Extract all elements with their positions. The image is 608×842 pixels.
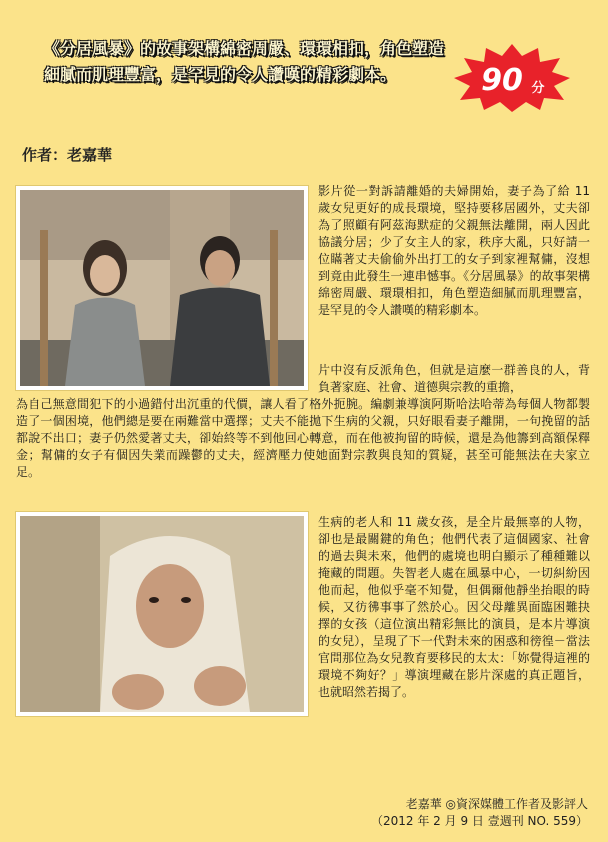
footer-credit-line1: 老嘉華 ◎資深媒體工作者及影評人	[405, 797, 588, 811]
footer-credit-line2: （2012 年 2 月 9 日 壹週刊 NO. 559）	[371, 814, 588, 828]
score-badge	[452, 42, 572, 112]
film-still-couple	[16, 186, 308, 390]
score-burst-icon	[452, 42, 572, 112]
paragraph-2: 為自己無意間犯下的小過錯付出沉重的代價，讓人看了格外扼腕。編劇兼導演阿斯哈法哈蒂為每個人物都製造了一個困境，他們總是要在兩難當中選擇；丈夫不能拋下生病的父親，只好眼看妻子離開，一句挽留的話都說不出口；妻子仍然愛著丈夫，卻始終等不到他回心轉意，而在他被拘留的時候，還是為他籌到高額保釋金；幫傭的女子有個因失業而躁鬱的丈夫，經濟壓力使她面對宗教與良知的質疑，甚至可能無法在夫家立足。	[16, 397, 590, 479]
headline-quote: 《分居風暴》的故事架構綿密周嚴、環環相扣，角色塑造細膩而肌理豐富，是罕見的令人讚嘆的精彩劇本。	[44, 39, 445, 84]
score-unit: 分	[531, 81, 545, 96]
paragraph-1: 影片從一對訴請離婚的夫婦開始，妻子為了給 11 歲女兒更好的成長環境，堅持要移居國外，丈夫卻為了照顧有阿茲海默症的父親無法離開，兩人因此協議分居；少了女主人的家，秩序大亂，只好請一位瞞著丈夫偷偷外出打工的女子到家裡幫傭，沒想到竟由此發生一連串憾事。《分居風暴》的故事架構綿密周嚴、環環相扣，角色塑造細膩而肌理豐富，是罕見的令人讚嘆的精彩劇本。	[318, 184, 590, 317]
paragraph-2-lead: 片中沒有反派角色，但就是這麼一群善良的人，背負著家庭、社會、道德與宗教的重擔，	[318, 363, 590, 394]
footer-credit	[371, 796, 588, 830]
paragraph-3: 生病的老人和 11 歲女孩，是全片最無辜的人物，卻也是最關鍵的角色；他們代表了這個國家、社會的過去與未來，他們的處境也明白顯示了種種難以掩藏的問題。失智老人處在風暴中心，一切糾紛因他而起，他似乎毫不知覺，但偶爾他靜坐抬眼的時候，又彷彿事事了然於心。因父母離異面臨困難抉擇的女孩（這位演出精彩無比的演員，是本片導演的女兒），呈現了下一代對未來的困惑和徬徨－當法官問那位為女兒教育要移民的太太：「妳覺得這裡的環境不夠好？」導演埋藏在影片深處的真正題旨，也就昭然若揭了。	[318, 515, 590, 699]
score-value: 90	[481, 63, 523, 98]
author-byline: 作者：老嘉華	[22, 146, 113, 164]
film-still-girl	[16, 512, 308, 716]
